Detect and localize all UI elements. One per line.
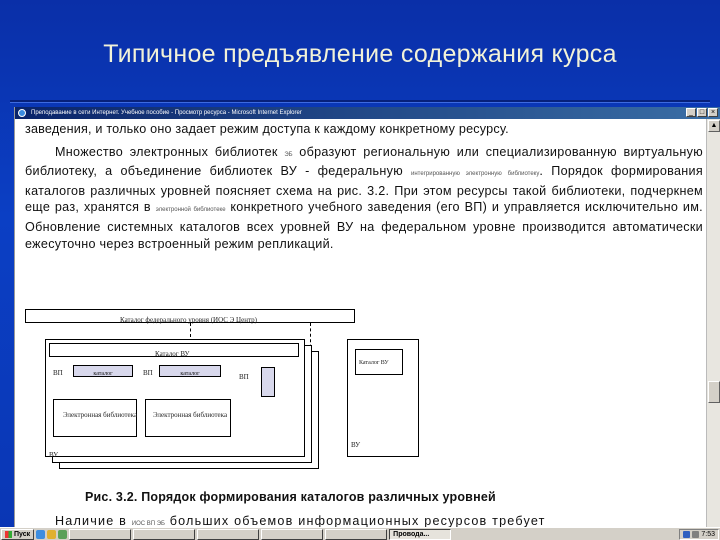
vp-label-3: ВП [239,373,249,381]
paragraph-1: заведения, и только оно задает режим доступа к каждому конкретному ресурсу. [25,122,509,136]
language-icon[interactable] [683,531,690,538]
scroll-up-arrow-icon[interactable]: ▲ [708,120,720,132]
p2-text-c: . Порядок формирования каталогов различных уровней поясняет схема на рис. 3.2. При этом ресурсы такой библиотеки, подчеркнем еще раз, хранятся в [25,164,703,215]
close-button[interactable]: × [708,108,718,117]
maximize-button[interactable]: □ [697,108,707,117]
desktop-quicklaunch-icon[interactable] [58,530,67,539]
vp-label-1: ВП [53,369,63,377]
connector-line [190,323,191,337]
volume-icon[interactable] [692,531,699,538]
window-title: Преподавание в сети Интернет. Учебное пособие - Просмотр ресурса - Microsoft Internet Explorer [31,110,302,116]
minimize-button[interactable]: _ [686,108,696,117]
right-vu-catalog-label: Каталог ВУ [359,360,389,366]
internet-explorer-icon [18,109,26,117]
title-divider-highlight [10,102,710,103]
window-titlebar[interactable] [15,107,720,119]
bottom-text-b: больших объемов информационных ресурсов требует [169,514,546,527]
page-content [25,119,703,527]
vu-label-right: ВУ [351,441,361,449]
p2-text-d: конкретного учебного заведения (его ВП) и управляется исключительно им. Обновление системных каталогов всех уровней ВУ на федеральном уровне производится автоматически ежесуточно через встроенный режим репликаций. [25,200,703,251]
outlook-quicklaunch-icon[interactable] [47,530,56,539]
bottom-text-a: Наличие в [55,514,128,527]
p2-inline-b: интегрированную электронную библиотеку [411,171,540,178]
taskbar-item[interactable] [133,529,195,540]
scroll-thumb[interactable] [708,381,720,403]
start-button[interactable] [1,529,34,540]
taskbar-item[interactable] [197,529,259,540]
p2-text-b: образуют региональную или специализированную виртуальную библиотеку, а объединение библиотек ВУ - федеральную [25,144,703,179]
taskbar-item-active[interactable]: Провода... [389,529,451,540]
start-label: Пуск [14,530,31,538]
bottom-inline: ИОС ВП ЭБ [131,521,165,527]
vu-label-left: ВУ [49,451,59,459]
vp1-library-label: Электронная библиотека [63,411,138,419]
p2-text-a: Множество электронных библиотек [55,144,278,159]
vertical-scrollbar[interactable] [706,119,720,527]
window-controls [686,108,718,117]
slide-title: Типичное предъявление содержания курса [103,40,617,68]
clock: 7:53 [701,530,715,538]
vp2-library-label: Электронная библиотека [153,411,228,419]
vp2-catalog: каталог [159,365,221,377]
p2-inline-a: ЭБ [284,151,293,158]
windows-logo-icon [5,531,12,538]
taskbar-item[interactable] [325,529,387,540]
paragraph-2 [25,144,703,253]
taskbar-item[interactable] [261,529,323,540]
continuation-text [55,513,546,527]
ie-quicklaunch-icon[interactable] [36,530,45,539]
federal-catalog-label: Каталог федерального уровня (ИОС Э Центр) [120,316,257,324]
vp3-catalog [261,367,275,397]
taskbar [0,527,720,540]
system-tray [679,529,719,540]
browser-window [14,107,720,527]
figure-caption: Рис. 3.2. Порядок формирования каталогов различных уровней [85,490,496,504]
catalog-diagram [25,309,425,469]
vp-label-2: ВП [143,369,153,377]
vp1-catalog: каталог [73,365,133,377]
taskbar-item[interactable] [69,529,131,540]
vu-catalog-label: Каталог ВУ [155,350,190,358]
p2-inline-c: электронной библиотеке [155,207,226,214]
